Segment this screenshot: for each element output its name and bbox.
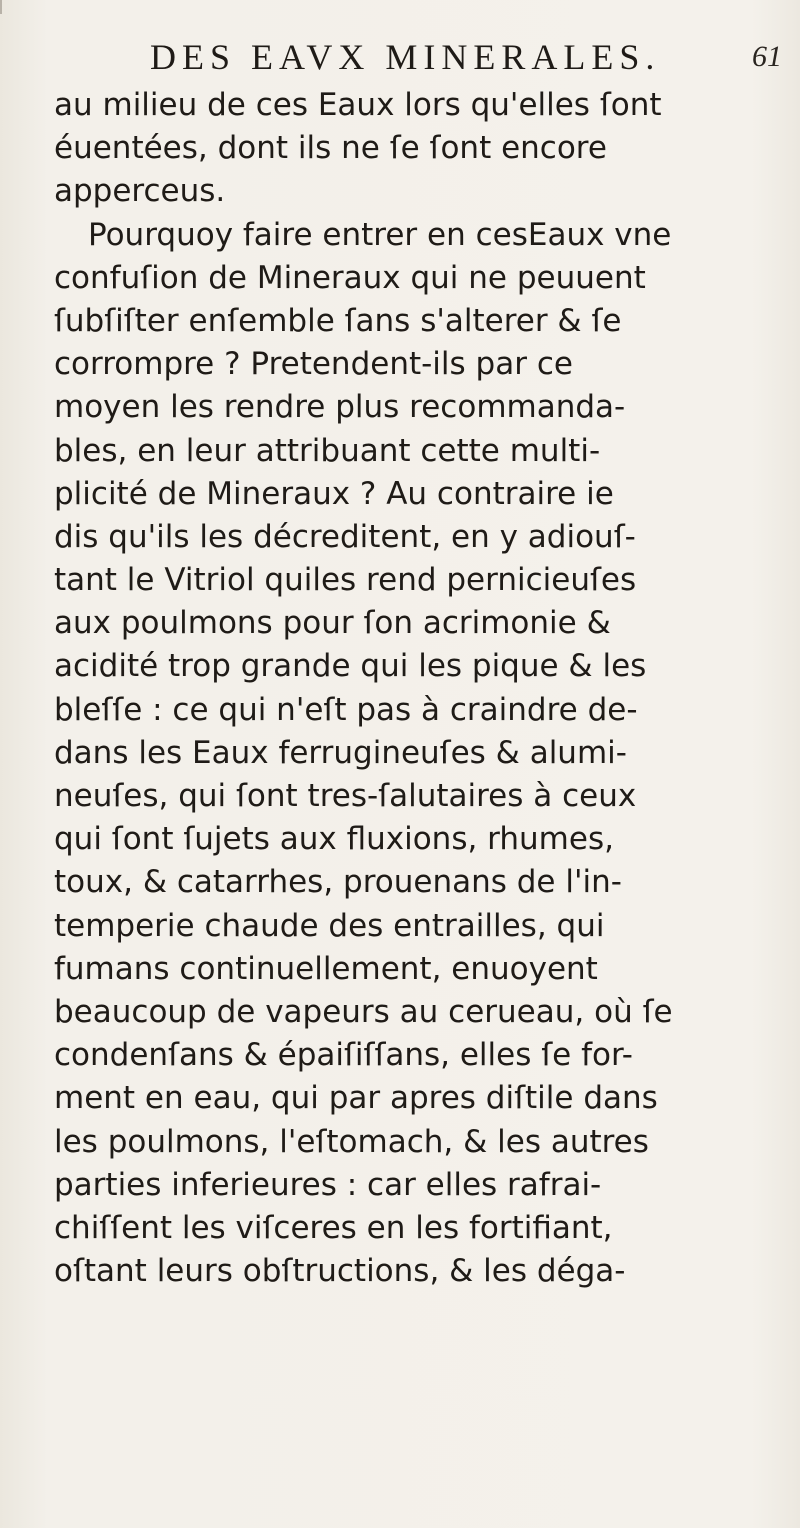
text-line: temperie chaude des entrailles, qui <box>54 907 605 944</box>
text-line: beaucoup de vapeurs au cerueau, où ſe <box>54 993 673 1030</box>
text-line: qui ſont ſujets aux fluxions, rhumes, <box>54 821 614 858</box>
text-line: Pourquoy faire entrer en cesEaux vne <box>88 216 672 253</box>
text-line: aux poulmons pour ſon acrimonie & <box>54 605 611 642</box>
body-text <box>54 84 778 1293</box>
text-line: parties inferieures : car elles rafrai- <box>54 1166 602 1203</box>
text-line: neuſes, qui ſont tres-ſalutaires à ceux <box>54 778 637 814</box>
text-line: condenſans & épaiſiſſans, elles ſe for- <box>54 1037 633 1074</box>
text-line: chiſſent les viſceres en les fortifiant, <box>54 1209 613 1246</box>
text-line: acidité trop grande qui les pique & les <box>54 648 647 685</box>
text-line: confuſion de Mineraux qui ne peuuent <box>54 259 646 296</box>
text-line: au milieu de ces Eaux lors qu'elles ſont <box>54 87 662 123</box>
text-line: toux, & catarrhes, prouenans de l'in- <box>54 864 622 901</box>
page-corner-mark <box>0 0 8 14</box>
running-head-title: DES EAVX MINERALES. <box>150 37 661 77</box>
text-line: corrompre ? Pretendent-ils par ce <box>54 346 573 383</box>
page-number: 61 <box>752 40 782 73</box>
text-line: bles, en leur attribuant cette multi- <box>54 432 601 469</box>
text-line: les poulmons, l'eſtomach, & les autres <box>54 1123 649 1160</box>
text-line: plicité de Mineraux ? Au contraire ie <box>54 475 614 512</box>
text-line: ſubſiſter enſemble ſans s'alterer & ſe <box>54 302 622 339</box>
text-line: dans les Eaux ferrugineuſes & alumi- <box>54 734 627 771</box>
text-line: ment en eau, qui par apres diſtile dans <box>54 1080 658 1117</box>
running-head <box>0 36 800 84</box>
text-line: fumans continuellement, enuoyent <box>54 950 598 987</box>
text-line: apperceus. <box>54 173 226 210</box>
text-line: moyen les rendre plus recommanda- <box>54 389 626 426</box>
text-line: éuentées, dont ils ne ſe ſont encore <box>54 130 607 167</box>
text-line: tant le Vitriol quiles rend pernicieuſes <box>54 562 637 599</box>
text-line: bleſſe : ce qui n'eſt pas à craindre de- <box>54 691 638 728</box>
text-line: oſtant leurs obſtructions, & les déga- <box>54 1253 626 1290</box>
text-line: dis qu'ils les décreditent, en y adiouſ- <box>54 518 636 555</box>
